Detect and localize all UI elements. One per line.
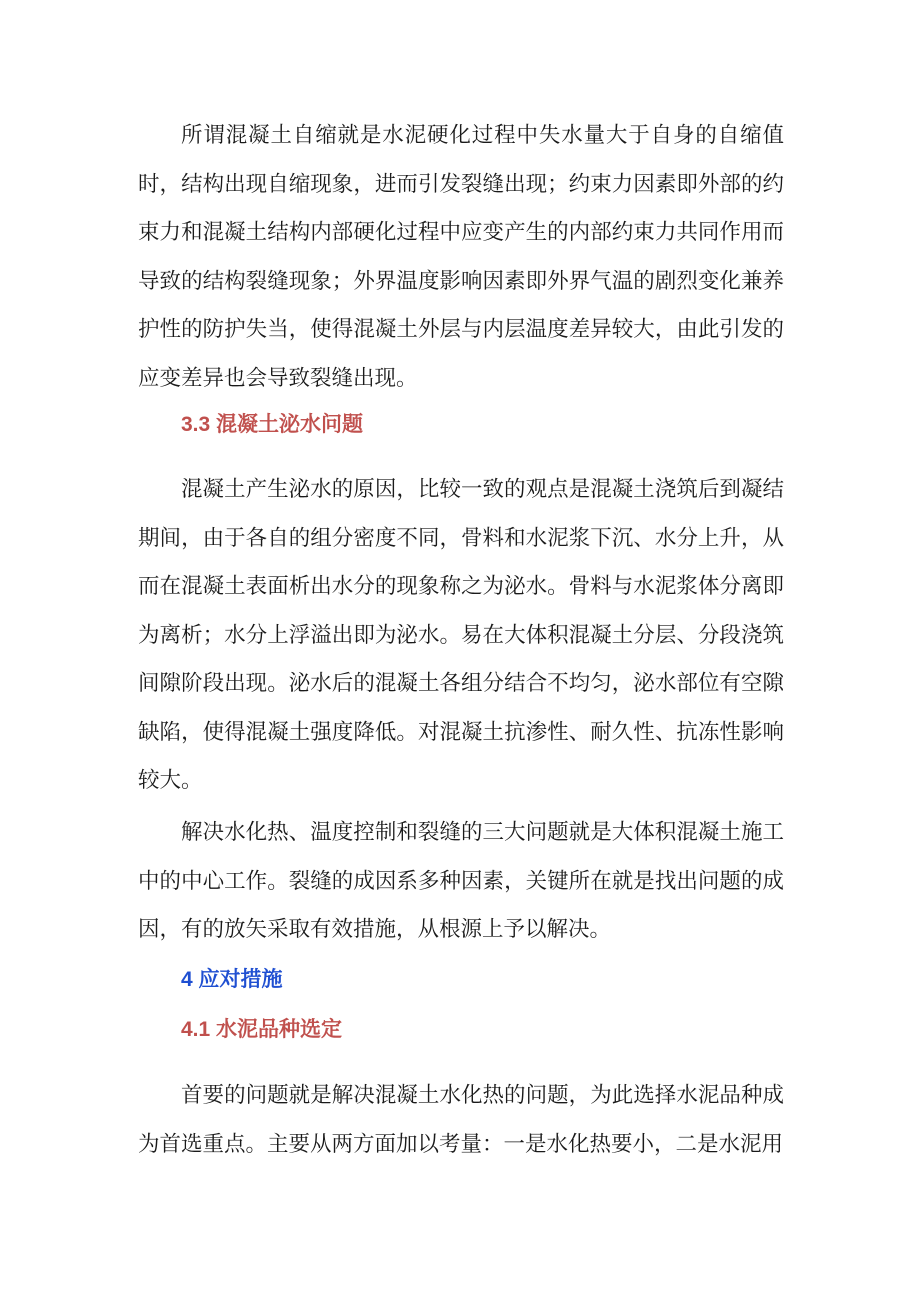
paragraph-autogenous-shrinkage: 所谓混凝土自缩就是水泥硬化过程中失水量大于自身的自缩值时，结构出现自缩现象，进而引发裂缝出现；约束力因素即外部的约束力和混凝土结构内部硬化过程中应变产生的内部约束力共同作用而导致的结构裂缝现象；外界温度影响因素即外界气温的剧烈变化兼养护性的防护失当，使得混凝土外层与内层温度差异较大，由此引发的应变差异也会导致裂缝出现。	[138, 123, 784, 391]
heading-3-3-bleeding: 3.3 混凝土泌水问题	[181, 413, 364, 436]
paragraph-cement-choice: 首要的问题就是解决混凝土水化热的问题，为此选择水泥品种成为首选重点。主要从两方面加以考量：一是水化热要小，二是水泥用	[138, 1083, 784, 1157]
paragraph-core-work: 解决水化热、温度控制和裂缝的三大问题就是大体积混凝土施工中的中心工作。裂缝的成因系多种因素，关键所在就是找出问题的成因，有的放矢采取有效措施，从根源上予以解决。	[138, 820, 784, 942]
paragraph-bleeding-cause: 混凝土产生泌水的原因，比较一致的观点是混凝土浇筑后到凝结期间，由于各自的组分密度不同，骨料和水泥浆下沉、水分上升，从而在混凝土表面析出水分的现象称之为泌水。骨料与水泥浆体分离即为离析；水分上浮溢出即为泌水。易在大体积混凝土分层、分段浇筑间隙阶段出现。泌水后的混凝土各组分结合不均匀，泌水部位有空隙缺陷，使得混凝土强度降低。对混凝土抗渗性、耐久性、抗冻性影响较大。	[138, 477, 784, 793]
heading-4-1-cement-selection: 4.1 水泥品种选定	[181, 1018, 343, 1041]
heading-4-measures: 4 应对措施	[181, 968, 283, 991]
